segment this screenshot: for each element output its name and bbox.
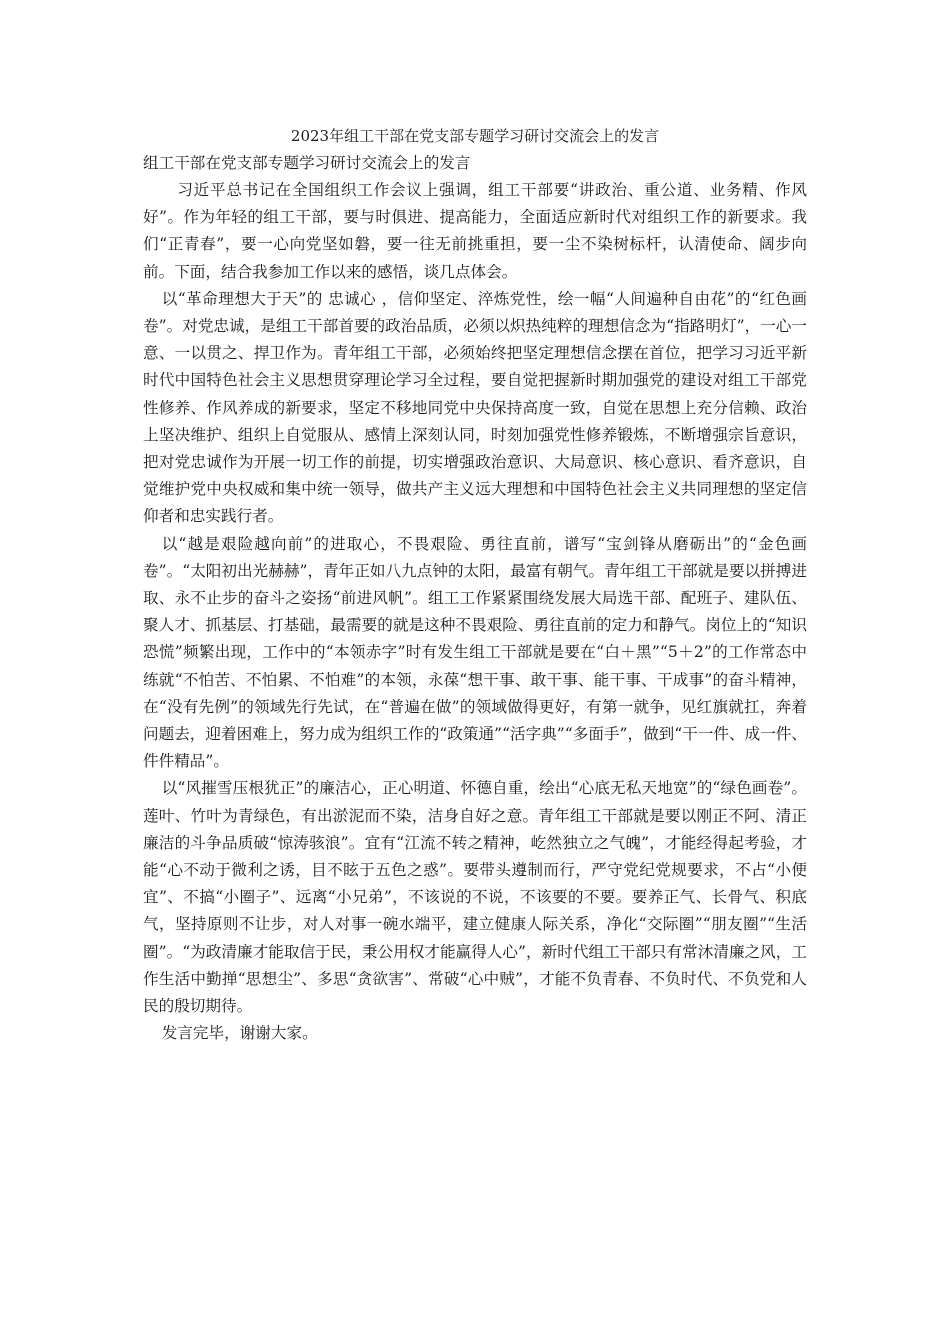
- paragraph-closing: 发言完毕，谢谢大家。: [161, 1024, 318, 1043]
- document-subtitle: 组工干部在党支部专题学习研讨交流会上的发言: [143, 154, 471, 172]
- paragraph-loyalty: 以“革命理想大于天”的 忠诚心 ，信仰坚定、淬炼党性，绘一幅“人间遍种自由花”的“红色画卷”。对党忠诚，是组工干部首要的政治品质，必须以炽热纯粹的理想信念为“指路明灯”，一心一意、一以贯之、捍卫作为。青年组工干部，必须始终把坚定理想信念摆在首位，把学习习近平新时代中国特色社会主义思想贯穿理论学习全过程，要自觉把握新时期加强党的建设对组工干部党性修养、作风养成的新要求，坚定不移地同党中央保持高度一致，自觉在思想上充分信赖、政治上坚决维护、组织上自觉服从、感情上深刻认同，时刻加强党性修养锻炼，不断增强宗旨意识，把对党忠诚作为开展一切工作的前提，切实增强政治意识、大局意识、核心意识、看齐意识，自觉维护党中央权威和集中统一领导，做共产主义远大理想和中国特色社会主义共同理想的坚定信仰者和忠实践行者。: [143, 289, 807, 526]
- document-title: 2023年组工干部在党支部专题学习研讨交流会上的发言: [290, 127, 660, 145]
- document-page: [143, 124, 807, 1048]
- paragraph-intro: 习近平总书记在全国组织工作会议上强调，组工干部要“讲政治、重公道、业务精、作风好”。作为年轻的组工干部，要与时俱进、提高能力，全面适应新时代对组织工作的新要求。我们“正青春”，要一心向党坚如磐，要一往无前挑重担，要一尘不染树标杆，认清使命、阔步向前。下面，结合我参加工作以来的感悟，谈几点体会。: [143, 181, 807, 281]
- paragraph-integrity: 以“风摧雪压根犹正”的廉洁心，正心明道、怀德自重，绘出“心底无私天地宽”的“绿色画卷”。莲叶、竹叶为青绿色，有出淤泥而不染，洁身自好之意。青年组工干部就是要以刚正不阿、清正廉洁的斗争品质破“惊涛骇浪”。宜有“江流不转之精神，屹然独立之气魄”，才能经得起考验，才能“心不动于微利之诱，目不眩于五色之惑”。要带头遵制而行，严守党纪党规要求，不占“小便宜”、不搞“小圈子”、远离“小兄弟”，不该说的不说，不该要的不要。要养正气、长骨气、积底气，坚持原则不让步，对人对事一碗水端平，建立健康人际关系，净化“交际圈”“朋友圈”“生活圈”。“为政清廉才能取信于民，秉公用权才能赢得人心”，新时代组工干部只有常沐清廉之风，工作生活中勤掸“思想尘”、多思“贪欲害”、常破“心中贼”，才能不负青春、不负时代、不负党和人民的殷切期待。: [143, 779, 807, 1016]
- paragraph-enterprise: 以“越是艰险越向前”的进取心，不畏艰险、勇往直前，谱写“宝剑锋从磨砺出”的“金色画卷”。“太阳初出光赫赫”，青年正如八九点钟的太阳，最富有朝气。青年组工干部就是要以拼搏进取、永不止步的奋斗之姿扬“前进风帆”。组工工作紧紧围绕发展大局选干部、配班子、建队伍、聚人才、抓基层、打基础，最需要的就是这种不畏艰险、勇往直前的定力和静气。岗位上的“知识恐慌”频繁出现，工作中的“本领赤字”时有发生组工干部就是要在“白＋黑”“5＋2”的工作常态中练就“不怕苦、不怕累、不怕难”的本领，永葆“想干事、敢干事、能干事、干成事”的奋斗精神，在“没有先例”的领域先行先试，在“普遍在做”的领域做得更好，有第一就争，见红旗就扛，奔着问题去，迎着困难上，努力成为组织工作的“政策通”“活字典”“多面手”，做到“干一件、成一件、件件精品”。: [143, 534, 807, 771]
